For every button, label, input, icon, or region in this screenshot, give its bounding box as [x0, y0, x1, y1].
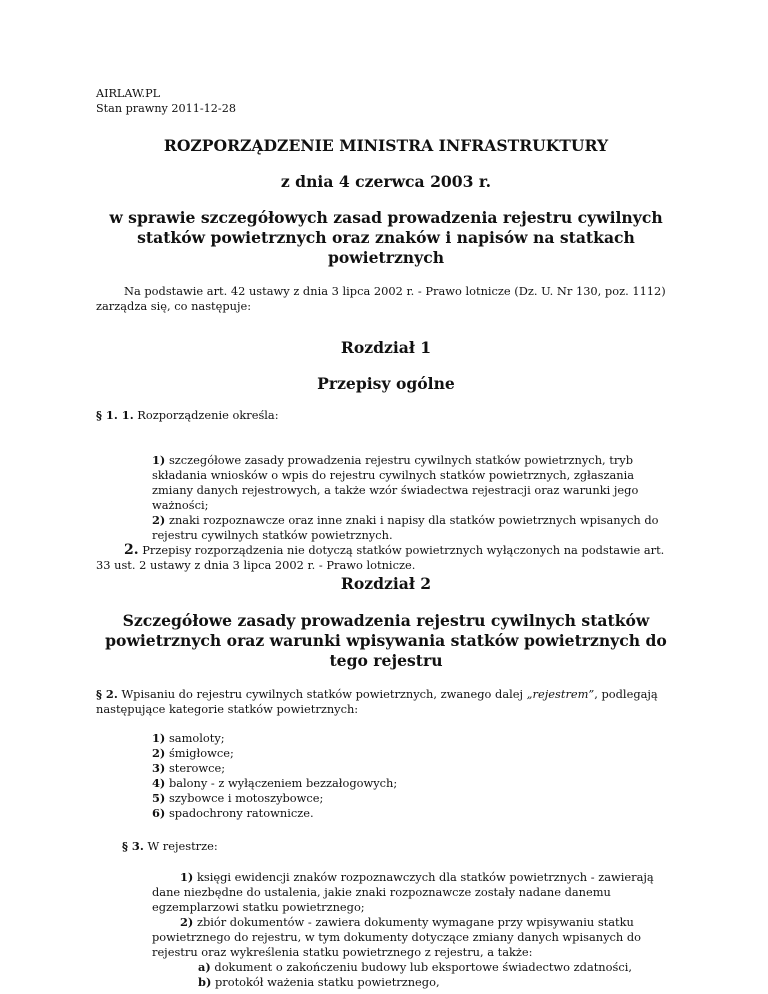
sub-list-item	[152, 960, 676, 975]
document-page	[96, 86, 676, 990]
list-item	[152, 791, 676, 806]
list-item	[152, 870, 676, 915]
list-item	[152, 746, 676, 761]
preamble: Na podstawie art. 42 ustawy z dnia 3 lipca 2002 r. - Prawo lotnicze (Dz. U. Nr 130, poz. 1112) zarządza się, co następuje:	[96, 284, 666, 313]
par3-text: W rejestrze:	[147, 839, 218, 853]
list-item	[152, 915, 676, 960]
par1-number: § 1. 1.	[96, 408, 134, 422]
list-item-number: 5)	[152, 791, 166, 805]
sub-list-item-letter: a)	[198, 960, 211, 974]
par2-number: § 2.	[96, 687, 118, 701]
list-item	[152, 806, 676, 821]
par1-section2-number: 2.	[124, 542, 139, 558]
list-item	[96, 513, 676, 543]
par3-number: § 3.	[122, 839, 144, 853]
chapter1-title: Przepisy ogólne	[317, 374, 455, 393]
par2-intro	[96, 687, 676, 717]
par2-list	[96, 731, 676, 821]
list-item-number: 3)	[152, 761, 166, 775]
par3-list	[96, 870, 676, 990]
list-item-text: śmigłowce;	[168, 746, 234, 760]
legal-status: Stan prawny 2011-12-28	[96, 102, 236, 115]
document-date: z dnia 4 czerwca 2003 r.	[280, 172, 492, 191]
list-item-text: spadochrony ratownicze.	[168, 806, 314, 820]
chapter2-title: Szczegółowe zasady prowadzenia rejestru cywilnych statków powietrznych oraz warunki wpisywania statków powietrznych do tego rejestru	[105, 611, 667, 670]
site-header: AIRLAW.PL	[96, 87, 161, 100]
list-item-number: 2)	[152, 513, 166, 527]
list-item-number: 6)	[152, 806, 166, 820]
list-item	[152, 731, 676, 746]
list-item-number: 1)	[152, 453, 166, 467]
list-item	[152, 776, 676, 791]
chapter2-label: Rozdział 2	[340, 574, 432, 593]
list-item-number: 1)	[180, 870, 194, 884]
list-item-number: 2)	[180, 915, 194, 929]
list-item-text: zbiór dokumentów - zawiera dokumenty wymagane przy wpisywaniu statku powietrznego do rejestru, w tym dokumenty dotyczące zmiany danych wpisanych do rejestru oraz wykreślenia statku powietrznego z rejestru, a także:	[152, 915, 642, 959]
sub-list-item-text: dokument o zakończeniu budowy lub eksportowe świadectwo zdatności,	[214, 960, 632, 974]
list-item-number: 1)	[152, 731, 166, 745]
document-subject: w sprawie szczegółowych zasad prowadzenia rejestru cywilnych statków powietrznych oraz znaków i napisów na statkach powietrznych	[109, 208, 663, 267]
par1-intro	[96, 408, 676, 423]
sub-list-item-text: protokół ważenia statku powietrznego,	[214, 975, 440, 989]
list-item-text: balony - z wyłączeniem bezzałogowych;	[168, 776, 398, 790]
sub-list-item-letter: b)	[198, 975, 212, 989]
list-item-text: samoloty;	[168, 731, 225, 745]
list-item	[152, 761, 676, 776]
par3-intro	[96, 839, 676, 854]
sub-list-item	[152, 975, 676, 990]
par2-text: Wpisaniu do rejestru cywilnych statków powietrznych, zwanego dalej	[121, 687, 527, 701]
list-item-text: szczegółowe zasady prowadzenia rejestru cywilnych statków powietrznych, tryb składania wniosków o wpis do rejestru cywilnych statków powietrznych, zgłaszania zmiany danych rejestrowych, a także wzór świadectwa rejestracji oraz warunki jego ważności;	[152, 453, 639, 512]
list-item-text: sterowce;	[168, 761, 226, 775]
list-item	[96, 453, 676, 513]
par1-section2	[96, 543, 676, 573]
list-item-text: szybowce i motoszybowce;	[168, 791, 324, 805]
par2-italic-term: „rejestrem”	[526, 687, 595, 701]
document-title: ROZPORZĄDZENIE MINISTRA INFRASTRUKTURY	[163, 136, 609, 155]
par1-list	[96, 453, 676, 543]
par1-section2-text: Przepisy rozporządzenia nie dotyczą statków powietrznych wyłączonych na podstawie art. 33 ust. 2 ustawy z dnia 3 lipca 2002 r. - Prawo lotnicze.	[96, 543, 665, 572]
par2-text-end: , podlegają następujące kategorie statków powietrznych:	[96, 687, 658, 716]
list-item-number: 2)	[152, 746, 166, 760]
list-item-text: znaki rozpoznawcze oraz inne znaki i napisy dla statków powietrznych wpisanych do rejestru cywilnych statków powietrznych.	[152, 513, 659, 542]
chapter1-label: Rozdział 1	[340, 338, 432, 357]
list-item-number: 4)	[152, 776, 166, 790]
list-item-text: księgi ewidencji znaków rozpoznawczych dla statków powietrznych - zawierają dane niezbędne do ustalenia, jakie znaki rozpoznawcze zostały nadane danemu egzemplarzowi statku powietrznego;	[152, 870, 654, 914]
par1-text: Rozporządzenie określa:	[137, 408, 279, 422]
